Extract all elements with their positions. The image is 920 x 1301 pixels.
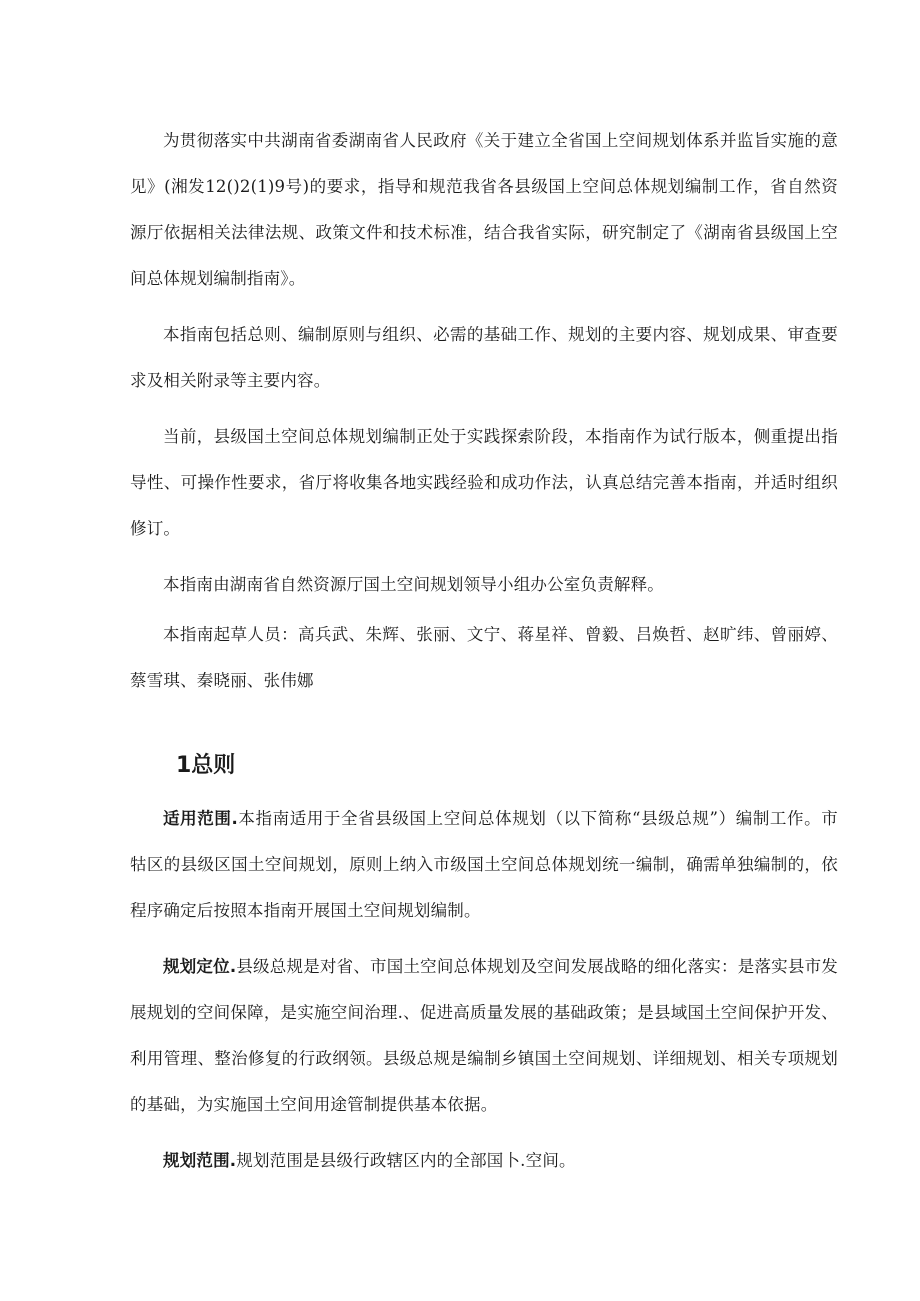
item-text: 本指南适用于全省县级国上空间总体规划（以下简称“县级总规”）编制工作。市牯区的县级区国土空间规划，原则上纳入市级国土空间总体规划统一编制，确需单独编制的，依程序确定后按照本指南开展国土空间规划编制。	[130, 809, 838, 920]
item-term: 适用范围.	[163, 809, 238, 828]
document-page	[130, 118, 838, 1184]
intro-paragraph-4: 本指南由湖南省自然资源厅国土空间规划领导小组办公室负责解释。	[163, 575, 664, 594]
section-heading: 1总则	[176, 753, 236, 778]
item-text: 县级总规是对省、市国土空间总体规划及空间发展战略的细化落实：是落实县市发展规划的空间保障，是实施空间治理.、促进高质量发展的基础政策；是县域国土空间保护开发、利用管理、整治修复的行政纲领。县级总规是编制乡镇国土空间规划、详细规划、相关专项规划的基础，为实施国土空间用途管制提供基本依据。	[130, 957, 838, 1114]
item-term: 规划范围.	[163, 1151, 237, 1170]
section-item-scope	[130, 796, 838, 934]
intro-paragraph-1: 为贯彻落实中共湖南省委湖南省人民政府《关于建立全省国上空间规划体系并监旨实施的意见》(湘发12()2(1)9号)的要求，指导和规范我省各县级国上空间总体规划编制工作，省自然资源厅依据相关法律法规、政策文件和技术标准，结合我省实际，研究制定了《湖南省县级国上空间总体规划编制指南》。	[130, 131, 838, 288]
section-item-positioning	[130, 944, 838, 1128]
intro-paragraph-5: 本指南起草人员：高兵武、朱辉、张丽、文宁、蒋星祥、曾毅、吕焕哲、赵旷纬、曾丽婷、蔡雪琪、秦晓丽、张伟娜	[130, 625, 838, 690]
item-term: 规划定位.	[163, 957, 237, 976]
section-item-range	[130, 1138, 838, 1184]
item-text: 规划范围是县级行政辖区内的全部国卜.空间。	[236, 1151, 576, 1170]
intro-paragraph-3: 当前，县级国土空间总体规划编制正处于实践探索阶段，本指南作为试行版本，侧重提出指导性、可操作性要求，省厅将收集各地实践经验和成功作法，认真总结完善本指南，并适时组织修订。	[130, 427, 838, 538]
intro-paragraph-2: 本指南包括总则、编制原则与组织、必需的基础工作、规划的主要内容、规划成果、审查要求及相关附录等主要内容。	[130, 325, 838, 390]
